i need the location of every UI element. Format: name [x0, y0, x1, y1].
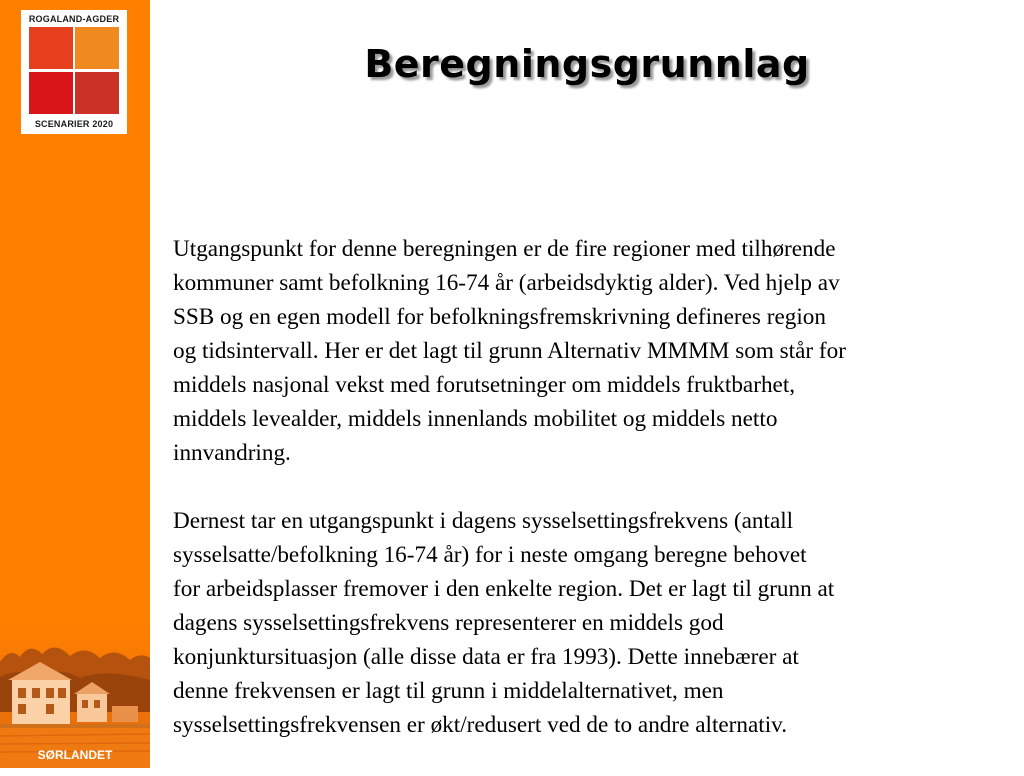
- sorlandet-label: SØRLANDET: [37, 748, 113, 762]
- logo-bottom-text: SCENARIER 2020: [34, 119, 114, 129]
- body-paragraph-1: Utgangspunkt for denne beregningen er de fire regioner med tilhørende kommuner samt befolkning 16-74 år (arbeidsdyktig alder). Ved hjelp av SSB og en egen modell for befolkningsfremskrivning defineres region og tidsintervall. Her er det lagt til grunn Alternativ MMMM som står for middels nasjonal vekst med forutsetninger om middels fruktbarhet, middels levealder, middels innenlands mobilitet og middels netto innvandring.: [173, 236, 846, 466]
- sorlandet-house-photo: [0, 622, 150, 768]
- rogaland-agder-logo: [21, 10, 127, 134]
- logo-square-1: [29, 27, 73, 69]
- slide-body: [173, 198, 1003, 776]
- body-paragraph-2: Dernest tar en utgangspunkt i dagens sysselsettingsfrekvens (antall sysselsatte/befolkning 16-74 år) for i neste omgang beregne behovet for arbeidsplasser fremover i den enkelte region. Det er lagt til grunn at dagens sysselsettingsfrekvens representerer en middels god konjunktursituasjon (alle disse data er fra 1993). Dette innebærer at denne frekvensen er lagt til grunn i middelalternativet, men sysselsettingsfrekvensen er økt/redusert ved de to andre alternativ.: [173, 508, 835, 738]
- logo-square-2: [75, 27, 119, 69]
- sidebar-panel: [0, 0, 150, 768]
- slide-title: Beregningsgrunnlag: [364, 42, 810, 86]
- logo-top-text: ROGALAND-AGDER: [28, 14, 120, 24]
- logo-square-3: [29, 72, 73, 114]
- logo-square-4: [75, 72, 119, 114]
